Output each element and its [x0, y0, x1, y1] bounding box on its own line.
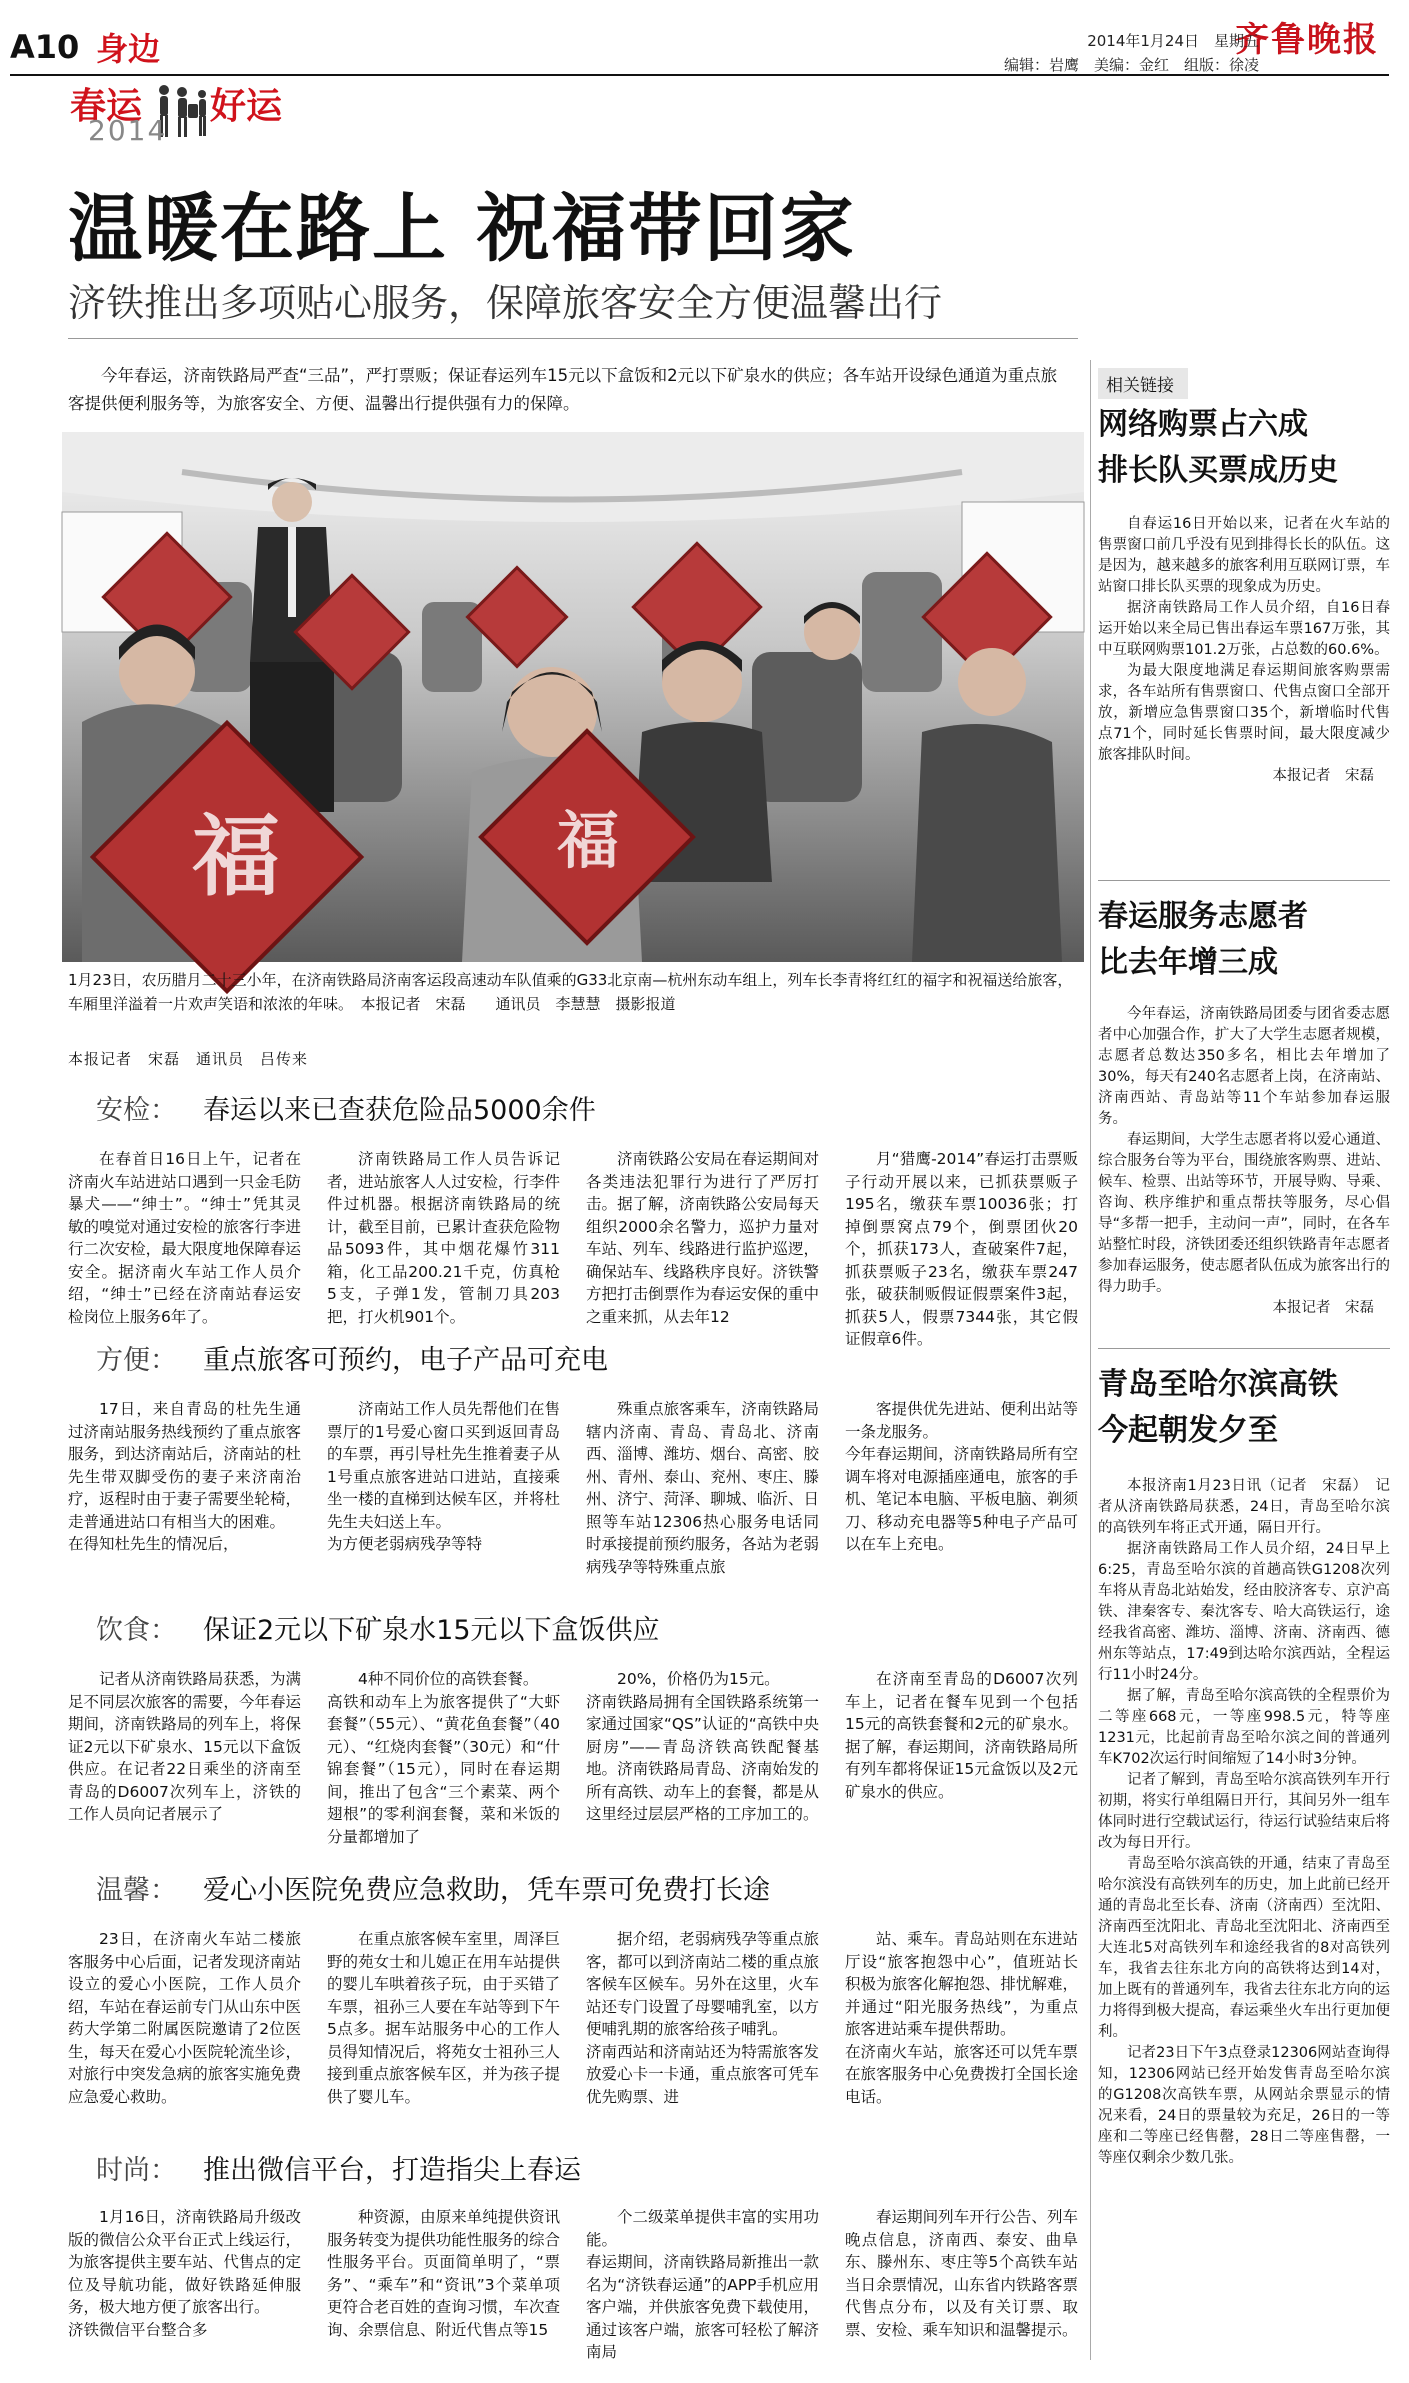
- section-body-warmth: [68, 1928, 1078, 2118]
- staff-credits: 编辑：岩鹰 美编：金红 组版：徐凌: [1003, 56, 1259, 74]
- text-column: 济南站工作人员先帮他们在售票厅的1号爱心窗口买到返回青岛的车票，再引导杜先生推着妻子从1号重点旅客进站口进站，直接乘坐一楼的直梯到达候车区，并将杜先生夫妇送上车。 为方便老弱病残孕等特: [327, 1400, 560, 1553]
- text-column: 在济南至青岛的D6007次列车上，记者在餐车见到一个包括15元的高铁套餐和2元的矿泉水。据了解，春运期间，济南铁路局所有列车都将保证15元盒饭以及2元矿泉水的供应。: [845, 1670, 1078, 1801]
- text-column: 1月16日，济南铁路局升级改版的微信公众平台正式上线运行，为旅客提供主要车站、代售点的定位及导航功能，做好铁路延伸服务，极大地方便了旅客出行。 济铁微信平台整合多: [68, 2208, 301, 2339]
- sidebar-separator: [1098, 880, 1390, 881]
- logo-text-chunyun: 春运: [70, 85, 143, 127]
- text-column: 春运期间列车开行公告、列车晚点信息，济南西、泰安、曲阜东、滕州东、枣庄等5个高铁车站当日余票情况，山东省内铁路客票代售点分布，以及有关订票、取票、安检、乘车知识和温馨提示。: [845, 2208, 1078, 2339]
- text-column: 客提供优先进站、便利出站等一条龙服务。 今年春运期间，济南铁路局所有空调车将对电源插座通电，旅客的手机、笔记本电脑、平板电脑、剃须刀、移动充电器等5种电子产品可以在车上充电。: [845, 1400, 1078, 1553]
- text-column: 记者从济南铁路局获悉，为满足不同层次旅客的需要，今年春运期间，济南铁路局的列车上，将保证2元以下矿泉水、15元以下盒饭供应。在记者22日乘坐的济南至青岛的D6007次列车上，济铁的工作人员向记者展示了: [68, 1670, 301, 1823]
- section-heading: 爱心小医院免费应急救助，凭车票可免费打长途: [203, 1875, 770, 1906]
- header-info: [1004, 30, 1259, 75]
- logo-text-haoyun: 好运: [210, 85, 283, 127]
- section-category: 方便：: [96, 1345, 177, 1376]
- section-body-security: [68, 1148, 1078, 1348]
- train-passengers-photo: [62, 432, 1084, 962]
- photo-caption: 1月23日，农历腊月二十三小年，在济南铁路局济南客运段高速动车队值乘的G33北京南—杭州东动车组上，列车长李青将红红的福字和祝福送给旅客，车厢里洋溢着一片欢声笑语和浓浓的年味。 本报记者 宋磊 通讯员 李慧慧 摄影报道: [68, 971, 1073, 1013]
- sidebar-story-author: 本报记者 宋磊: [1272, 1300, 1374, 1316]
- page-number: A10: [10, 28, 80, 66]
- sidebar-story-title: 青岛至哈尔滨高铁 今起朝发夕至: [1098, 1367, 1338, 1448]
- text-column: 4种不同价位的高铁套餐。 高铁和动车上为旅客提供了“大虾套餐”（55元）、“黄花鱼套餐”（40元）、“红烧肉套餐”（30元）和“什锦套餐”（15元），同时在春运期间，推出了包含“三个素菜、两个翅根”的零利润套餐，菜和米饭的分量都增加了: [327, 1670, 560, 1846]
- svg-text:福: 福: [192, 804, 281, 908]
- lead-paragraph: 今年春运，济南铁路局严查“三品”，严打票贩；保证春运列车15元以下盒饭和2元以下矿泉水的供应；各车站开设绿色通道为重点旅客提供便利服务等，为旅客安全、方便、温馨出行提供强有力的保障。: [68, 366, 1058, 413]
- section-title-fashion: [96, 2148, 581, 2187]
- section-category: 时尚：: [96, 2155, 177, 2186]
- section-category: 饮食：: [96, 1615, 177, 1646]
- sidebar-story-author: 本报记者 宋磊: [1272, 768, 1374, 784]
- subheadline: 济铁推出多项贴心服务，保障旅客安全方便温馨出行: [68, 281, 943, 325]
- section-title-warmth: [96, 1868, 770, 1907]
- text-column: 济南铁路局工作人员告诉记者，进站旅客人人过安检，行李件件过机器。根据济南铁路局的统计，截至目前，已累计查获危险物品5093件，其中烟花爆竹311箱，化工品200.21千克，仿真枪5支，子弹1发，管制刀具203把，打火机901个。: [327, 1150, 560, 1326]
- section-body-food: [68, 1668, 1078, 1854]
- section-body-convenience: [68, 1398, 1078, 1598]
- related-links-tag: 相关链接: [1098, 368, 1188, 399]
- text-column: 在春首日16日上午，记者在济南火车站进站口遇到一只金毛防暴犬——“绅士”。“绅士”凭其灵敏的嗅觉对通过安检的旅客行李进行二次安检，最大限度地保障春运安全。据济南火车站工作人员介绍，“绅士”已经在济南站春运安检岗位上服务6年了。: [68, 1150, 301, 1326]
- text-column: 站、乘车。青岛站则在东进站厅设“旅客抱怨中心”，值班站长积极为旅客化解抱怨、排忧解难，并通过“阳光服务热线”，为重点旅客进站乘车提供帮助。 在济南火车站，旅客还可以凭车票在旅客服务中心免费拨打全国长途电话。: [845, 1930, 1078, 2106]
- section-heading: 重点旅客可预约，电子产品可充电: [203, 1345, 608, 1376]
- sidebar-story-body: 今年春运，济南铁路局团委与团省委志愿者中心加强合作，扩大了大学生志愿者规模，志愿者总数达350多名，相比去年增加了30%，每天有240名志愿者上岗，在济南站、济南西站、青岛站等11个车站参加春运服务。 春运期间，大学生志愿者将以爱心通道、综合服务台等为平台，围绕旅客购票、进站、候车、检票、出站等环节，开展导购、导乘、咨询、秩序维护和重点帮扶等服务，尽心倡导“多帮一把手，主动问一声”，同时，在各车站整忙时段，济铁团委还组织铁路青年志愿者参加春运服务，使志愿者队伍成为旅客出行的得力助手。 本报记者 宋磊: [1098, 1004, 1390, 1324]
- headline: 温暖在路上 祝福带回家: [68, 186, 856, 272]
- text-column: 济南铁路公安局在春运期间对各类违法犯罪行为进行了严厉打击。据了解，济南铁路公安局每天组织2000余名警力，巡护力量对车站、列车、线路进行监护巡逻，确保站车、线路秩序良好。济铁警方把打击倒票作为春运安保的重中之重来抓，从去年12: [586, 1150, 819, 1326]
- text-column: 在重点旅客候车室里，周泽巨野的苑女士和儿媳正在用车站提供的婴儿车哄着孩子玩，由于买错了车票，祖孙三人要在车站等到下午5点多。据车站服务中心的工作人员得知情况后，将苑女士祖孙三人接到重点旅客候车区，并为孩子提供了婴儿车。: [327, 1930, 560, 2106]
- masthead: 齐鲁晚报: [1235, 20, 1379, 60]
- sidebar-story-body: 自春运16日开始以来，记者在火车站的售票窗口前几乎没有见到排得长长的队伍。这是因为，越来越多的旅客利用互联网订票，车站窗口排长队买票的现象成为历史。 据济南铁路局工作人员介绍，自16日春运开始以来全局已售出春运车票167万张，其中互联网购票101.2万张，占总数的60.6%。 为最大限度地满足春运期间旅客购票需求，各车站所有售票窗口、代售点窗口全部开放，新增应急售票窗口35个，新增临时代售点71个，同时延长售票时间，最大限度减少旅客排队时间。 本报记者 宋磊: [1098, 514, 1390, 854]
- sidebar-story-body: 本报济南1月23日讯（记者 宋磊） 记者从济南铁路局获悉，24日，青岛至哈尔滨的高铁列车将正式开通，隔日开行。 据济南铁路局工作人员介绍，24日早上6:25，青岛至哈尔滨的首趟高铁G1208次列车将从青岛北站始发，经由胶济客专、京沪高铁、津秦客专、秦沈客专、哈大高铁运行，途经我省高密、潍坊、淄博、济南、济南西、德州东等站点，17:49到达哈尔滨西站，全程运行11小时24分。 据了解，青岛至哈尔滨高铁的全程票价为二等座668元，一等座998.5元，特等座1231元，比起前青岛至哈尔滨之间的普通列车K702次运行时间缩短了14小时3分钟。 记者了解到，青岛至哈尔滨高铁列车开行初期，将实行单组隔日开行，其间另外一组车体同时进行空载试运行，待运行试验结束后将改为每日开行。 青岛至哈尔滨高铁的开通，结束了青岛至哈尔滨没有高铁列车的历史，加上此前已经开通的青岛北至长春、济南（济南西）至沈阳、济南西至沈阳北、青岛北至沈阳北、济南西至大连北5对高铁列车和途经我省的8对高铁列车，我省去往东北方向的高铁将达到14对，加上既有的普通列车，我省去往东北方向的运力将得到极大提高，春运乘坐火车出行更加便利。 记者23日下午3点登录12306网站查询得知，12306网站已经开始发售青岛至哈尔滨的G1208次高铁车票，从网站余票显示的情况来看，24日的票量较为充足，26日的一等座和二等座已经售罄，28日二等座售罄，一等座仅剩余少数几张。: [1098, 1478, 1390, 2166]
- page-section-tag: 身边: [96, 30, 161, 68]
- chunyun-logo: [70, 78, 310, 147]
- section-heading: 推出微信平台，打造指尖上春运: [203, 2155, 581, 2186]
- text-column: 23日，在济南火车站二楼旅客服务中心后面，记者发现济南站设立的爱心小医院，工作人员介绍，车站在春运前专门从山东中医药大学第二附属医院邀请了2位医生，每天在爱心小医院轮流坐诊，对旅行中突发急病的旅客实施免费应急爱心救助。: [68, 1930, 301, 2106]
- sidebar-story-title: 春运服务志愿者 比去年增三成: [1098, 899, 1308, 980]
- text-column: 殊重点旅客乘车，济南铁路局辖内济南、青岛、青岛北、济南西、淄博、潍坊、烟台、高密、胶州、青州、泰山、兖州、枣庄、滕州、济宁、菏泽、聊城、临沂、日照等车站12306热心服务电话同时承接提前预约服务，各站为老弱病残孕等特殊重点旅: [586, 1400, 819, 1576]
- section-title-food: [96, 1608, 660, 1647]
- section-category: 温馨：: [96, 1875, 177, 1906]
- svg-text:福: 福: [557, 804, 620, 877]
- text-column: 月“猎鹰-2014”春运打击票贩子行动开展以来，已抓获票贩子195名，缴获车票10036张；打掉倒票窝点79个，倒票团伙20个，抓获173人，查破案件7起，抓获票贩子23名，缴获车票247张，破获制贩假证假票案件3起，抓获5人，假票7344张，其它假证假章6件。: [845, 1150, 1078, 1348]
- section-title-security: [96, 1088, 596, 1127]
- sidebar-story-title: 网络购票占六成 排长队买票成历史: [1098, 407, 1338, 488]
- photo-illustration: [62, 432, 1084, 962]
- section-title-convenience: [96, 1338, 608, 1377]
- text-column: 个二级菜单提供丰富的实用功能。 春运期间，济南铁路局新推出一款名为“济铁春运通”的APP手机应用客户端，并供旅客免费下载使用，通过该客户端，旅客可轻松了解济南局: [586, 2208, 819, 2361]
- header-rule: [10, 74, 1389, 76]
- logo-year: 2014: [88, 114, 168, 147]
- sidebar-divider: [1090, 360, 1091, 2360]
- sidebar-separator: [1098, 1348, 1390, 1349]
- text-column: 17日，来自青岛的杜先生通过济南站服务热线预约了重点旅客服务，到达济南站后，济南站的杜先生带双脚受伤的妻子来济南治疗，返程时由于妻子需要坐轮椅，走普通进站口有相当大的困难。 在得知杜先生的情况后，: [68, 1400, 301, 1553]
- section-body-fashion: [68, 2206, 1078, 2376]
- issue-date: 2014年1月24日 星期五: [1087, 32, 1259, 50]
- section-category: 安检：: [96, 1095, 177, 1126]
- text-column: 据介绍，老弱病残孕等重点旅客，都可以到济南站二楼的重点旅客候车区候车。另外在这里，火车站还专门设置了母婴哺乳室，以方便哺乳期的旅客给孩子哺乳。 济南西站和济南站还为特需旅客发放爱心卡一卡通，重点旅客可凭车优先购票、进: [586, 1930, 819, 2106]
- section-heading: 保证2元以下矿泉水15元以下盒饭供应: [203, 1615, 660, 1646]
- text-column: 20%，价格仍为15元。 济南铁路局拥有全国铁路系统第一家通过国家“QS”认证的“高铁中央厨房”——青岛济铁高铁配餐基地。济南铁路局青岛、济南始发的所有高铁、动车上的套餐，都是从这里经过层层严格的工序加工的。: [586, 1670, 819, 1823]
- headline-rule: [68, 338, 1078, 339]
- text-column: 种资源，由原来单纯提供资讯服务转变为提供功能性服务的综合性服务平台。页面简单明了，“票务”、“乘车”和“资讯”3个菜单项更符合老百姓的查询习惯，车次查询、余票信息、附近代售点等15: [327, 2208, 560, 2339]
- article-byline: 本报记者 宋磊 通讯员 吕传来: [68, 1050, 309, 1068]
- section-heading: 春运以来已查获危险品5000余件: [203, 1095, 596, 1126]
